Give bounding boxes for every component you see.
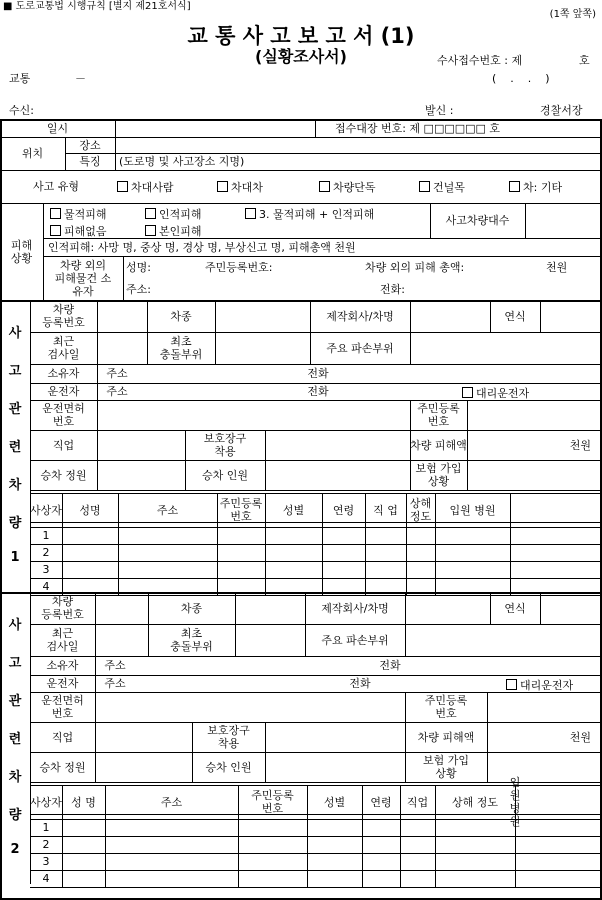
location-label [0,137,65,170]
accident-type-option-2[interactable] [217,181,263,193]
vehicle-license-label-text: 운전면허 번호 [42,402,85,428]
vehicle-plate-label [30,300,97,332]
non-vehicle-owner-label-text: 차량 외의 피해물건 소 유자 [54,258,112,298]
features-label [65,153,115,170]
vehicle-driver-address-label-text: 주소 [104,677,126,690]
vehicle-inspection-label [30,332,97,364]
casualty-col-header-text: 직업 [406,795,429,809]
vehicle-driver-address-label [95,675,135,692]
vehicle-capacity-label [30,460,97,490]
vehicle-insurance-label-text: 보험 가입 상황 [415,462,462,488]
damage-section-label-text: 피해 상황 [10,238,33,265]
casualty-col-header-text: 성명 [79,503,101,517]
damage-section-label [0,203,43,300]
vehicle-job-label [30,430,97,460]
vehicle-plate-label-text: 차량 등록번호 [41,595,84,621]
rule-line [30,400,601,401]
vehicle-first-impact-label [148,624,235,656]
casualty-row-number-text: 4 [42,580,50,593]
rule-line [30,752,601,753]
vehicle-driver-address-label [97,383,137,400]
vehicle-riders-label-text: 승차 인원 [205,760,252,774]
features-value [115,153,400,170]
vehicle-driver-phone-label [298,383,338,400]
casualty-col-header [435,493,510,527]
vehicle-side-char: 고 [8,364,22,379]
casualty-col-header [406,493,435,527]
rule-line [95,592,96,656]
vehicle-damage-label-text: 차량 피해액 [417,730,475,744]
vehicle-side-char: 련 [8,440,22,455]
station-label: 경찰서장 [540,104,583,117]
casualty-col-header-text: 성 명 [71,795,96,809]
casualty-col-header-text: 사상자 [30,503,62,517]
accident-type-option-4[interactable] [419,181,465,193]
casualty-col-header-text: 성별 [282,503,305,517]
vehicle-gear-label [192,722,265,752]
accident-type-label-text: 사고 유형 [32,180,79,193]
casualty-col-header-text: 사상자 [30,795,62,809]
casualty-col-header-text: 연령 [370,795,392,809]
checkbox-icon[interactable] [117,181,128,192]
vehicle-count-label-text: 사고차량대수 [445,214,510,227]
casualty-col-header [30,493,62,527]
vehicle-driver-label-text: 운전자 [47,385,80,398]
rule-line [30,561,601,562]
casualty-row-number-text: 1 [42,821,50,834]
damage-option-personal-label: 인적피해 [159,208,202,221]
rule-line [0,592,601,594]
vehicle-damage-won-label-text: 천원 [569,438,591,452]
rule-line [410,332,411,364]
casualty-row-number [30,527,62,544]
casualty-row-number-text: 1 [42,529,50,542]
checkbox-icon[interactable] [462,387,473,398]
rule-line [97,430,98,490]
rule-line [510,493,511,595]
receipt-date: ( . . ) [492,72,550,85]
vehicle-driver-label-text: 운전자 [46,677,79,690]
casualty-col-header [30,785,62,819]
casualty-col-header [265,493,322,527]
vehicle-gear-label [185,430,265,460]
proxy-driver-checkbox-label: 대리운전자 [476,387,530,400]
rule-line [467,400,468,430]
casualty-row-number [30,853,62,870]
vehicle-side-char: 고 [8,656,22,671]
vehicle-job-label-text: 직업 [52,438,75,452]
vehicle-side-char: 차 [8,770,22,785]
casualty-col-header-text: 입원 병원 [509,776,521,828]
features-value-text: (도로명 및 사고장소 지명) [119,155,245,168]
owner-address-label [123,278,200,300]
vehicle-side-char: 량 [8,516,22,531]
checkbox-icon[interactable] [217,181,228,192]
page-note: (1쪽 앞쪽) [549,9,596,20]
accident-type-option-4-label: 건널목 [433,181,465,194]
casualty-col-header-text: 주소 [156,503,179,517]
rule-line [30,527,601,528]
accident-type-option-3[interactable] [319,181,376,193]
vehicle-year-label [490,592,540,624]
casualty-col-header [322,493,365,527]
vehicle-resident-label-text: 주민등록 번호 [424,694,468,720]
vehicle-maker-label-text: 제작회사/차명 [321,601,389,615]
rule-line [265,430,266,490]
vehicle-owner-label-text: 소유자 [46,659,79,672]
vehicle-side-char: 2 [10,842,20,857]
vehicle-owner-label [30,656,95,675]
human-damage-line-text: 인적피해: 사망 명, 중상 명, 경상 명, 부상신고 명, 피해총액 천원 [48,240,356,254]
casualty-row-number-text: 3 [42,855,50,868]
vehicle-capacity-label [30,752,95,782]
human-damage-line [43,238,601,256]
rule-line [265,722,266,782]
vehicle-side-char: 사 [8,326,22,341]
checkbox-icon[interactable] [506,679,517,690]
vehicle-resident-label [405,692,487,722]
casualty-col-header-text: 성별 [323,795,346,809]
casualty-col-header-text: 입원 병원 [449,503,496,517]
checkbox-icon[interactable] [319,181,330,192]
receipt-suffix: 호 [579,54,590,67]
vehicle-damage-label [405,722,487,752]
vehicle-insurance-label [405,752,487,782]
vehicle-plate-label [30,592,95,624]
recipient-label: 수신: [9,104,34,117]
features-label-text: 특징 [79,155,101,168]
traffic-dash: － [75,72,86,85]
rule-line [30,887,601,888]
vehicle-driver-phone-label-text: 전화 [307,385,329,398]
vehicle-side-char: 량 [8,808,22,823]
form-subtitle: (실황조사서) [255,47,347,66]
accident-type-option-2-label: 차대차 [231,181,263,194]
proxy-driver-checkbox[interactable] [462,387,529,399]
casualty-row-number [30,836,62,853]
vehicle-kind-label [148,592,235,624]
vehicle-side-char: 사 [8,618,22,633]
rule-line [487,692,488,722]
rule-line [30,692,601,693]
non-vehicle-total-label [365,256,505,278]
accident-type-option-1[interactable] [117,181,174,193]
rule-line [95,722,96,782]
vehicle-riders-label [192,752,265,782]
vehicle-gear-label-text: 보호장구 착용 [203,432,247,458]
vehicle-driver-label [30,383,97,400]
vehicle-license-label [30,400,97,430]
vehicle-owner-phone-label [298,364,338,383]
vehicle-capacity-label-text: 승차 정원 [39,760,86,774]
vehicle-job-label [30,722,95,752]
vehicle-damage-won-label [487,722,591,752]
vehicle-license-label [30,692,95,722]
owner-phone-label [380,278,440,300]
vehicle-side-char: 차 [8,478,22,493]
owner-phone-label-text: 전화: [380,282,405,296]
regulation-reference: ■ 도로교통법 시행규칙 [별지 제21호서식] [3,1,191,12]
vehicle-driver-phone-label [340,675,380,692]
form-title: 교 통 사 고 보 고 서 (1) [187,24,415,48]
vehicle-maker-label [305,592,405,624]
vehicle-riders-label [185,460,265,490]
owner-address-label-text: 주소: [126,282,151,296]
vehicle-license-label-text: 운전면허 번호 [41,694,84,720]
vehicle-damage-label [410,430,467,460]
accident-type-label [0,170,112,203]
accident-type-option-3-label: 차량단독 [333,181,376,194]
vehicle-year-label-text: 연식 [504,601,526,615]
vehicle-main-damage-label-text: 주요 파손부위 [326,341,394,355]
casualty-col-header [62,785,105,819]
vehicle-owner-address-label-text: 주소 [104,659,126,672]
vehicle-owner-phone-label [370,656,410,675]
rule-line [410,300,411,332]
damage-option-both-label: 3. 물적피해 + 인적피해 [259,208,375,221]
datetime-label-text: 일시 [46,121,69,135]
vehicle-owner-phone-label-text: 전화 [307,367,329,380]
place-label-text: 장소 [79,138,101,152]
vehicle-main-damage-label [305,624,405,656]
vehicle-kind-label-text: 차종 [170,309,192,323]
casualty-col-header [62,493,118,527]
checkbox-icon[interactable] [50,208,61,219]
accident-type-option-5[interactable] [509,181,562,193]
damage-option-none[interactable] [50,225,107,237]
damage-option-both[interactable] [245,208,374,220]
vehicle-owner-phone-label-text: 전화 [379,659,401,672]
casualty-col-header-text: 주소 [160,795,183,809]
accident-type-option-1-label: 차대사람 [131,181,174,194]
rule-line [30,490,601,491]
casualty-row-number [30,544,62,561]
vehicle-kind-label [147,300,215,332]
non-vehicle-owner-label [43,256,123,300]
casualty-row-number [30,819,62,836]
vehicle-job-label-text: 직업 [51,730,74,744]
vehicle-side-char: 관 [8,402,22,417]
checkbox-icon[interactable] [419,181,430,192]
vehicle-side-char: 관 [8,694,22,709]
vehicle-first-impact-label-text: 최초 충돌부위 [159,335,203,361]
proxy-driver-checkbox-label: 대리운전자 [520,679,574,692]
non-vehicle-won-label [540,256,601,278]
casualty-col-header [118,493,217,527]
vehicle-year-label-text: 연식 [504,309,526,323]
casualty-col-header [435,785,515,819]
vehicle-owner-address-label [97,364,137,383]
vehicle-inspection-label-text: 최근 검사일 [46,627,79,653]
vehicle-owner-address-label-text: 주소 [106,367,128,380]
vehicle-capacity-label-text: 승차 정원 [40,468,87,482]
casualty-row-number [30,870,62,887]
casualty-col-header [217,493,265,527]
vehicle-inspection-label-text: 최근 검사일 [47,335,80,361]
vehicle-owner-address-label [95,656,135,675]
datetime-label [0,119,115,137]
casualty-col-header-text: 상해 정도 [409,497,432,523]
proxy-driver-checkbox[interactable] [506,679,573,691]
ledger-number-label [315,119,520,137]
casualty-col-header [365,493,406,527]
casualty-row-number [30,561,62,578]
owner-resident-label-text: 주민등록번호: [205,260,273,274]
rule-line [540,300,541,332]
receipt-label: 수사접수번호 : 제 [437,54,523,67]
vehicle-first-impact-label [147,332,215,364]
location-label-text: 위치 [21,147,44,160]
vehicle-first-impact-label-text: 최초 충돌부위 [170,627,213,653]
vehicle-side-char: 1 [10,550,20,565]
sender-label: 발신 : [425,104,454,117]
vehicle-resident-label [410,400,467,430]
non-vehicle-total-label-text: 차량 외의 피해 총액: [365,260,465,274]
checkbox-icon[interactable] [245,208,256,219]
vehicle-driver-label [30,675,95,692]
vehicle-year-label [490,300,540,332]
vehicle-riders-label-text: 승차 인원 [201,468,248,482]
casualty-col-header-text: 연령 [332,503,355,517]
accident-type-option-5-label: 차: 기타 [523,181,563,194]
casualty-col-header [400,785,435,819]
vehicle-maker-label [310,300,410,332]
checkbox-icon[interactable] [145,225,156,236]
casualty-col-header [362,785,400,819]
rule-line [95,692,96,722]
damage-option-property[interactable] [50,208,107,220]
casualty-col-header-text: 주민등록 번호 [219,497,263,523]
vehicle-damage-won-label-text: 천원 [569,730,591,744]
damage-option-none-label: 피해없음 [64,225,107,238]
damage-option-self-label: 본인피해 [159,225,202,238]
rule-line [215,300,216,364]
casualty-col-header [238,785,307,819]
place-label [65,137,115,153]
rule-line [97,300,98,364]
rule-line [525,203,526,238]
casualty-row-number-text: 4 [42,872,50,885]
vehicle-side-char: 련 [8,732,22,747]
vehicle-damage-won-label [467,430,591,460]
checkbox-icon[interactable] [509,181,520,192]
traffic-label: 교통 [9,72,31,85]
vehicle-insurance-label [410,460,467,490]
vehicle-owner-label [30,364,97,383]
checkbox-icon[interactable] [145,208,156,219]
vehicle-gear-label-text: 보호장구 착용 [207,724,250,750]
casualty-col-header-text: 직 업 [373,503,398,517]
ledger-number-label-text: 접수대장 번호: 제 □□□□□□ 호 [334,121,501,135]
owner-name-label-text: 성명: [126,260,151,274]
rule-line [405,592,406,624]
rule-line [30,578,601,579]
rule-line [97,400,98,430]
non-vehicle-won-label-text: 천원 [546,260,568,274]
rule-line [30,460,601,461]
rule-line [540,592,541,624]
checkbox-icon[interactable] [50,225,61,236]
vehicle-main-damage-label-text: 주요 파손부위 [321,633,389,647]
casualty-row-number-text: 3 [42,563,50,576]
owner-name-label [123,256,200,278]
vehicle-maker-label-text: 제작회사/차명 [326,309,394,323]
rule-line [235,592,236,656]
rule-line [405,624,406,656]
casualty-row-number-text: 2 [42,546,50,559]
vehicle-owner-label-text: 소유자 [47,367,80,380]
owner-resident-label [205,256,320,278]
vehicle-damage-label-text: 차량 피해액 [410,438,467,452]
rule-line [30,544,601,545]
vehicle-main-damage-label [310,332,410,364]
casualty-col-header [105,785,238,819]
vehicle-driver-address-label-text: 주소 [106,385,128,398]
damage-option-self[interactable] [145,225,202,237]
damage-option-personal[interactable] [145,208,202,220]
vehicle-driver-phone-label-text: 전화 [349,677,371,690]
vehicle-inspection-label [30,624,95,656]
vehicle-kind-label-text: 차종 [180,601,203,615]
damage-option-property-label: 물적피해 [64,208,107,221]
vehicle-plate-label-text: 차량 등록번호 [42,303,85,329]
casualty-col-header-text: 상해 정도 [451,795,498,809]
vehicle-resident-label-text: 주민등록 번호 [417,402,460,428]
vehicle-count-label [430,203,525,238]
casualty-col-header-text: 주민등록 번호 [251,789,294,815]
casualty-col-header [307,785,362,819]
casualty-row-number-text: 2 [42,838,50,851]
vehicle-insurance-label-text: 보험 가입 상황 [422,754,469,780]
